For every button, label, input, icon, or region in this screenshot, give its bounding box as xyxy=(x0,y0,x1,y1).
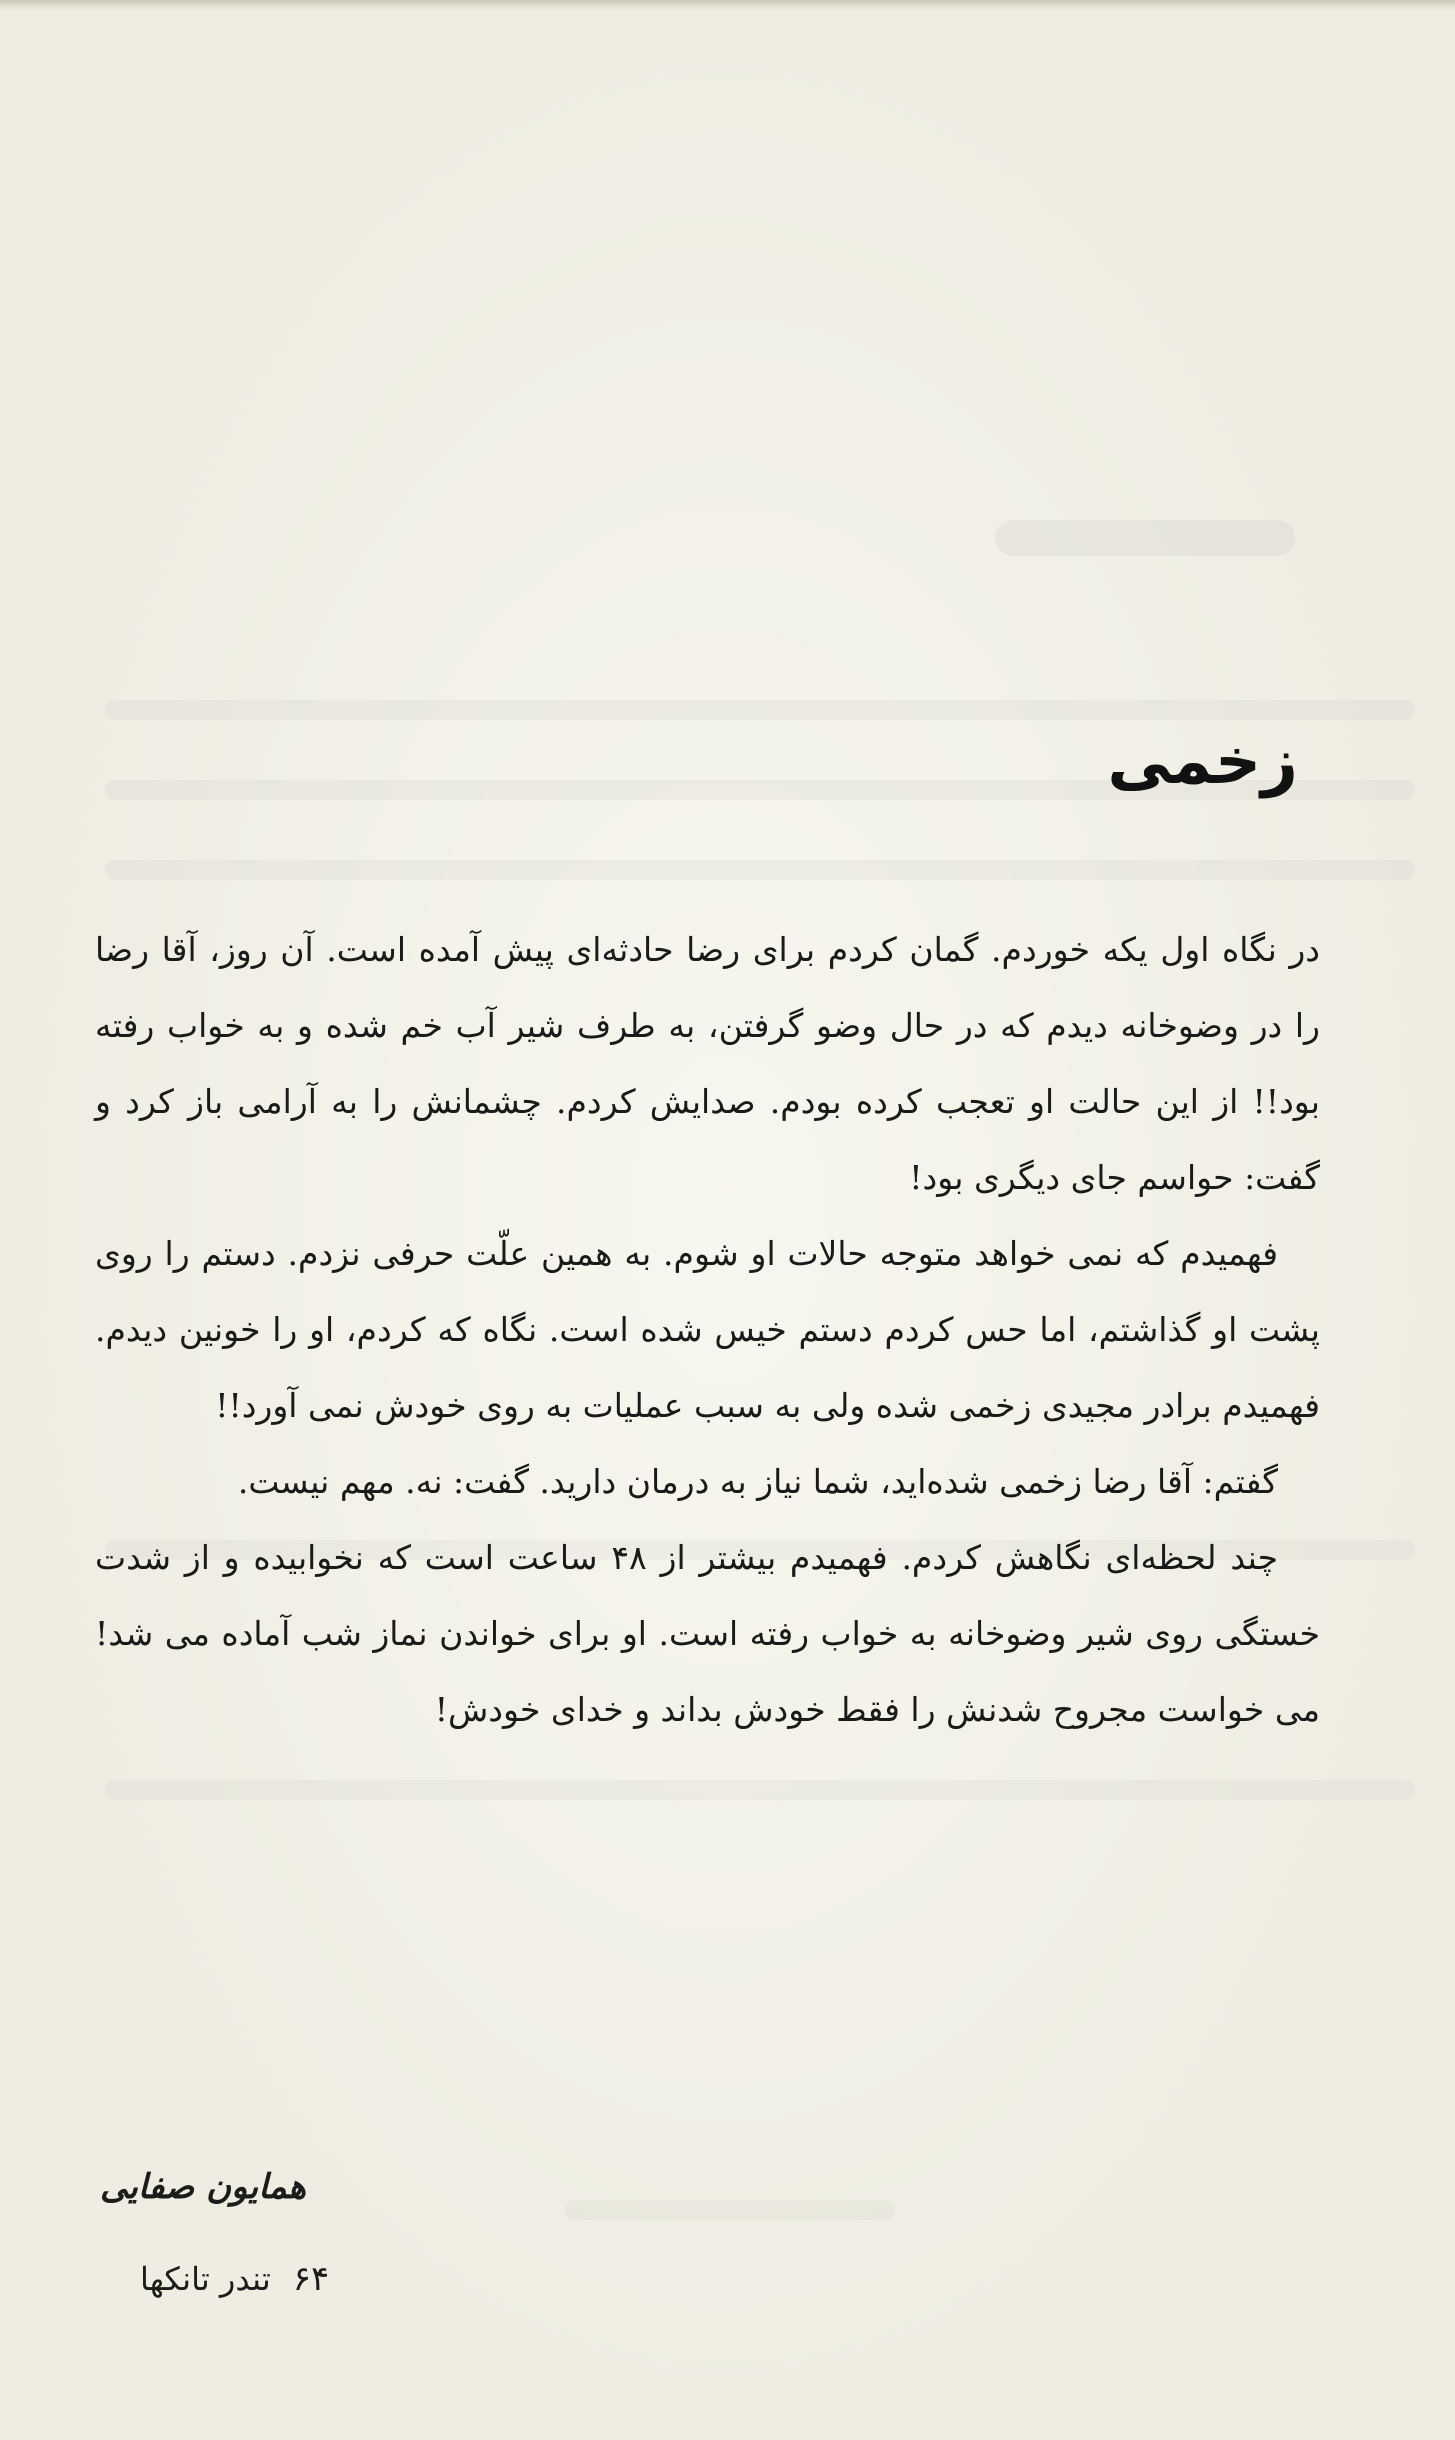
paragraph-4: چند لحظه‌ای نگاهش کردم. فهمیدم بیشتر از ۴۸ ساعت است که نخوابیده و از شدت خستگی روی شیر وضوخانه به خواب رفته است. او برای خواندن نماز شب آماده می شد! می خواست مجروح شدنش را فقط خودش بداند و خدای خودش! xyxy=(95,1538,1320,1729)
article-title: زخمی xyxy=(1107,725,1298,799)
article-body xyxy=(95,912,1320,1748)
page-number: ۶۴ xyxy=(292,2259,330,2299)
paragraph-2: فهمیدم که نمی خواهد متوجه حالات او شوم. به همین علّت حرفی نزدم. دستم را روی پشت او گذاشتم، اما حس کردم دستم خیس شده است. نگاه که کردم، او را خونین دیدم. فهمیدم برادر مجیدی زخمی شده ولی به سبب عملیات به روی خودش نمی آورد!! xyxy=(95,1234,1320,1425)
bleed-through-line xyxy=(105,700,1415,720)
author-signature: همایون صفایی xyxy=(100,2167,307,2207)
bleed-through-line xyxy=(105,860,1415,880)
paragraph-3: گفتم: آقا رضا زخمی شده‌اید، شما نیاز به درمان دارید. گفت: نه. مهم نیست. xyxy=(237,1462,1278,1501)
bleed-through-line xyxy=(995,520,1295,556)
page-top-edge xyxy=(0,0,1455,10)
paragraph-1: در نگاه اول یکه خوردم. گمان کردم برای رضا حادثه‌ای پیش آمده است. آن روز، آقا رضا را در وضوخانه دیدم که در حال وضو گرفتن، به طرف شیر آب خم شده و به خواب رفته بود!! از این حالت او تعجب کرده بودم. صدایش کردم. چشمانش را به آرامی باز کرد و گفت: حواسم جای دیگری بود! xyxy=(95,930,1320,1197)
page-footer xyxy=(140,2259,330,2299)
running-book-title: تندر تانکها xyxy=(140,2260,271,2298)
bleed-through-line xyxy=(105,1780,1415,1800)
bleed-through-line xyxy=(565,2200,895,2220)
